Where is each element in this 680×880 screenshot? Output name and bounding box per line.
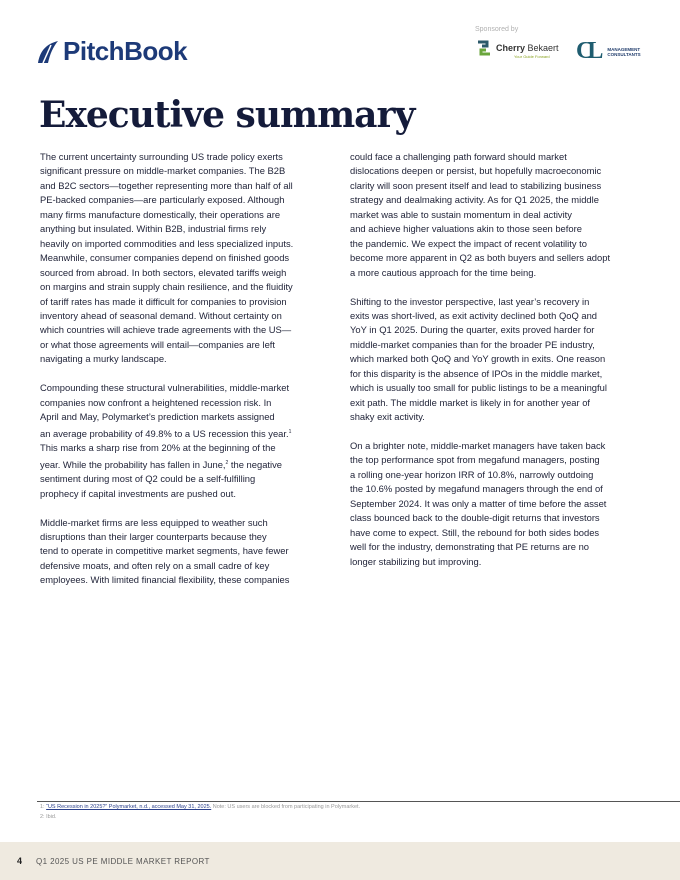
text-line: exits was short-lived, as exit activity declined both QoQ and bbox=[350, 309, 597, 321]
cl-line1: MANAGEMENT bbox=[607, 46, 641, 52]
text-line: longer stabilizing but improving. bbox=[350, 555, 482, 567]
text-line: significant pressure on middle-market companies. The B2B bbox=[40, 165, 286, 177]
logo-text: PitchBook bbox=[63, 36, 188, 66]
footnote-1-link[interactable]: “US Recession in 2025?” Polymarket, n.d., accessed May 31, 2025. bbox=[46, 804, 212, 810]
footnote-2: 2: Ibid. bbox=[40, 814, 57, 820]
text-line: The current uncertainty surrounding US trade policy exerts bbox=[40, 151, 283, 162]
sponsored-by-label: Sponsored by bbox=[475, 26, 519, 33]
text-line: exit path. The middle market is likely in for another year of bbox=[350, 396, 591, 408]
page-footer bbox=[0, 842, 680, 880]
text-line: employees. With limited financial flexibility, these companies bbox=[40, 574, 290, 586]
text-line: PE-backed companies—are particularly exposed. Although bbox=[40, 194, 285, 206]
text-line: Shifting to the investor perspective, last year’s recovery in bbox=[350, 295, 590, 307]
text-line: and achieve higher valuations akin to those seen before bbox=[350, 223, 582, 235]
text-line: prophecy if capital investments are pushed out. bbox=[40, 487, 236, 499]
text-line: disruptions than their larger counterparts because they bbox=[40, 531, 267, 542]
text-line: which countries will achieve trade agreements with the US— bbox=[40, 324, 292, 336]
text-line: companies now confront a heightened recession risk. In bbox=[40, 396, 272, 408]
paragraph bbox=[350, 150, 650, 280]
text-line: inventory ahead of seasonal demand. Without certainty on bbox=[40, 309, 282, 321]
footnote-divider bbox=[37, 801, 680, 802]
text-line: class bounced back to the double-digit returns that investors bbox=[350, 512, 600, 524]
text-line: which marked both QoQ and YoY growth in exits. One reason bbox=[350, 353, 606, 365]
right-column bbox=[350, 150, 650, 584]
text-line: tend to operate in competitive market segments, have fewer bbox=[40, 545, 289, 557]
cl-management-logo bbox=[576, 38, 641, 65]
text-line: become more apparent in Q2 as both buyers and sellers adopt bbox=[350, 252, 611, 264]
pitchbook-logo bbox=[36, 36, 187, 67]
footnote-ref: 1 bbox=[288, 428, 292, 435]
text-line: could face a challenging path forward should market bbox=[350, 151, 567, 162]
text-line: April and May, Polymarket’s prediction markets assigned bbox=[40, 411, 275, 423]
paragraph bbox=[350, 439, 650, 569]
left-column bbox=[40, 150, 340, 602]
cl-line2: CONSULTANTS bbox=[607, 51, 641, 57]
text-line: the 10.6% posted by megafund managers through the end of bbox=[350, 483, 603, 495]
text-line: and B2C sectors—together representing more than half of all bbox=[40, 179, 293, 191]
text-line: middle-market companies than for the broader PE industry, bbox=[350, 338, 595, 350]
text-line: have come to expect. Still, the rebound for both sides bodes bbox=[350, 526, 600, 538]
text-line: On a brighter note, middle-market managers have taken back bbox=[350, 440, 606, 452]
report-title: Q1 2025 US PE MIDDLE MARKET REPORT bbox=[36, 856, 210, 866]
paragraph bbox=[40, 150, 340, 367]
text-line: well for the industry, demonstrating that PE returns are no bbox=[350, 541, 590, 553]
text-line: of tariff rates has made it difficult for companies to provision bbox=[40, 295, 287, 307]
page-number: 4 bbox=[17, 856, 23, 866]
text-line: sourced from abroad. In both sectors, elevated tariffs weigh bbox=[40, 266, 287, 278]
text-line: Meanwhile, consumer companies depend on finished goods bbox=[40, 252, 290, 264]
text-line: September 2024. It was only a matter of time before the asset bbox=[350, 497, 607, 509]
paragraph bbox=[40, 381, 340, 501]
text-line: strategy and dealmaking activity. As for Q1 2025, the middle bbox=[350, 194, 599, 206]
text-line: dislocations deepen or persist, but hopefully macroeconomic bbox=[350, 165, 602, 177]
paragraph bbox=[350, 295, 650, 425]
text-line: YoY in Q1 2025. During the quarter, exits proved harder for bbox=[350, 324, 595, 336]
text-line: shaky exit activity. bbox=[350, 411, 425, 423]
text-line: the pandemic. We expect the impact of recent volatility to bbox=[350, 237, 587, 249]
text-line: navigating a murky landscape. bbox=[40, 353, 167, 365]
pitchbook-leaf-icon bbox=[36, 41, 60, 63]
text-line: clarity will soon present itself and lead to stabilizing business bbox=[350, 179, 602, 191]
text-line: or what those agreements will entail—companies are left bbox=[40, 338, 276, 350]
text-line: on margins and strain supply chain resilience, and the fluidity bbox=[40, 281, 293, 293]
text-line: for this disparity is the absence of IPOs in the middle market, bbox=[350, 367, 603, 379]
paragraph bbox=[40, 516, 340, 588]
text-line: Compounding these structural vulnerabilities, middle-market bbox=[40, 382, 290, 394]
text-line: defensive moats, and often rely on a small cadre of key bbox=[40, 559, 270, 571]
sponsor-name: Cherry Bekaert bbox=[496, 43, 559, 53]
text-line: This marks a sharp rise from 20% at the beginning of the bbox=[40, 442, 276, 454]
footnote-1-note: Note: US users are blocked from participating in Polymarket. bbox=[211, 804, 361, 810]
sponsor-tagline: Your Guide Forward bbox=[514, 54, 550, 59]
text-line: which is usually too small for public listings to be a meaningful bbox=[350, 382, 607, 394]
text-line: sentiment during most of Q2 could be a self-fulfilling bbox=[40, 473, 256, 485]
text-line: anything but insulated. Within B2B, industrial firms rely bbox=[40, 223, 267, 235]
text-line: a rolling one-year horizon IRR of 10.8%, narrowly outdoing bbox=[350, 468, 594, 480]
cherry-bekaert-mark-icon bbox=[476, 40, 492, 56]
footnote-1 bbox=[40, 804, 360, 810]
text-line: the top performance spot from megafund managers, posting bbox=[350, 454, 600, 466]
text-line: an average probability of 49.8% to a US recession this year.$^1$ bbox=[40, 427, 292, 439]
text-line: Middle-market firms are less equipped to weather such bbox=[40, 516, 268, 528]
text-line: year. While the probability has fallen in June,$^2$ the negative bbox=[40, 458, 282, 470]
text-line: heavily on imported commodities and less specialized inputs. bbox=[40, 237, 294, 249]
text-line: a more cautious approach for the time being. bbox=[350, 266, 537, 278]
text-line: market was able to sustain momentum in deal activity bbox=[350, 208, 572, 220]
page-title: Executive summary bbox=[39, 94, 415, 136]
footnote-ref: 2 bbox=[225, 459, 229, 466]
cherry-bekaert-logo bbox=[476, 40, 559, 59]
cl-mark: CL bbox=[576, 38, 598, 64]
text-line: many firms manufacture domestically, their operations are bbox=[40, 208, 281, 220]
footnote-number: 1: bbox=[40, 804, 47, 810]
